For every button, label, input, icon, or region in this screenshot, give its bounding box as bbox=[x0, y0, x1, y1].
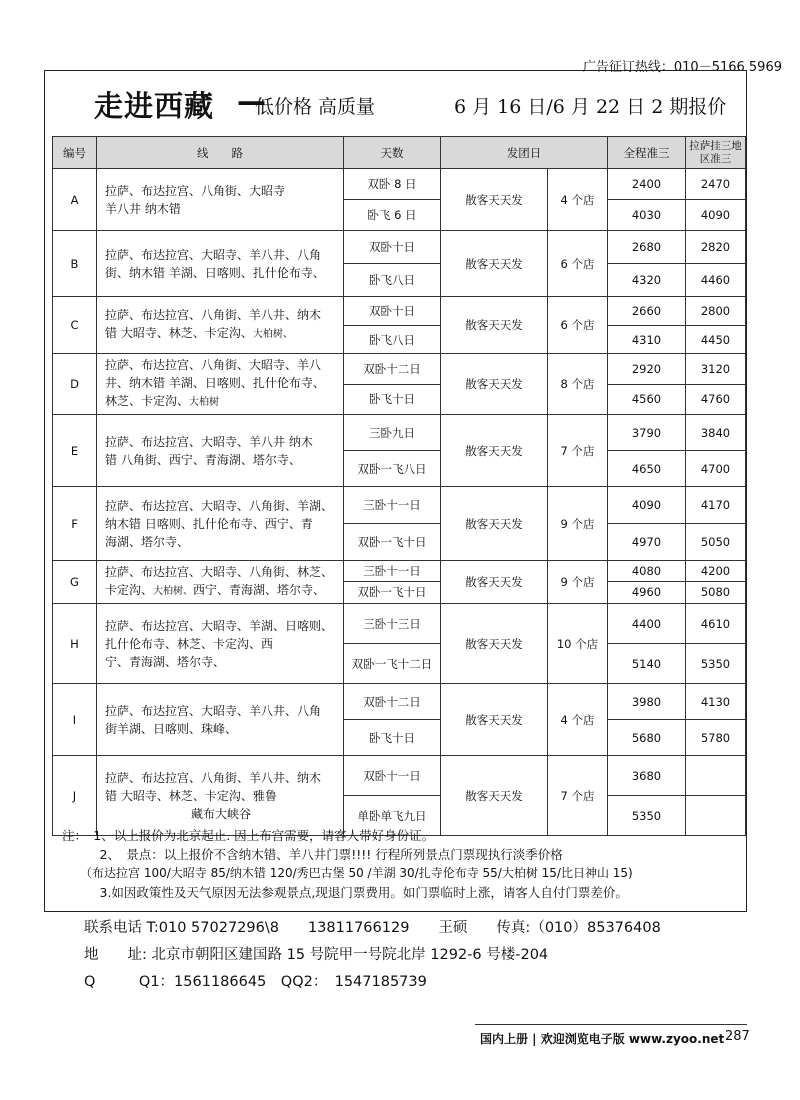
price-lhasa: 3840 bbox=[686, 415, 746, 451]
route-code: A bbox=[53, 169, 97, 231]
route-description bbox=[97, 561, 344, 604]
shop-count: 7 个店 bbox=[548, 756, 608, 836]
price-lhasa: 5080 bbox=[686, 581, 746, 603]
ad-hotline: 广告征订热线：010－5166 5969 bbox=[582, 60, 782, 75]
route-code: H bbox=[53, 604, 97, 684]
price-full: 3680 bbox=[608, 756, 686, 796]
departure-schedule: 散客天天发 bbox=[441, 415, 548, 487]
price-table bbox=[52, 136, 746, 836]
price-full: 4650 bbox=[608, 451, 686, 487]
route-description bbox=[97, 415, 344, 487]
departure-schedule: 散客天天发 bbox=[441, 684, 548, 756]
route-description bbox=[97, 354, 344, 415]
days-option: 双卧一飞十二日 bbox=[344, 644, 441, 684]
shop-count: 8 个店 bbox=[548, 354, 608, 415]
price-lhasa: 4460 bbox=[686, 264, 746, 297]
price-full: 2920 bbox=[608, 354, 686, 385]
route-code: B bbox=[53, 231, 97, 297]
shop-count: 6 个店 bbox=[548, 297, 608, 354]
note-line: 2、 景点：以上报价不含纳木错、羊八井门票!!!! 行程所列景点门票现执行淡季价格 bbox=[62, 847, 563, 862]
route-text: 卡定沟、 bbox=[105, 583, 154, 597]
table-row bbox=[53, 354, 746, 385]
route-code: G bbox=[53, 561, 97, 604]
route-text: 拉萨、布达拉宫、大昭寺、羊八井、八角 bbox=[105, 703, 322, 718]
price-full: 3980 bbox=[608, 684, 686, 720]
contact-info bbox=[84, 915, 661, 996]
header-price-lhasa: 拉萨挂三地区准三 bbox=[686, 137, 746, 169]
price-full: 5140 bbox=[608, 644, 686, 684]
price-full: 4560 bbox=[608, 384, 686, 415]
table-row bbox=[53, 561, 746, 582]
departure-schedule: 散客天天发 bbox=[441, 756, 548, 836]
contact-address: 地 址: 北京市朝阳区建国路 15 号院甲一号院北岸 1292-6 号楼-204 bbox=[84, 947, 549, 963]
price-lhasa: 2470 bbox=[686, 169, 746, 200]
departure-schedule: 散客天天发 bbox=[441, 354, 548, 415]
route-text: 海湖、塔尔寺、 bbox=[105, 534, 190, 549]
days-option: 双卧十二日 bbox=[344, 684, 441, 720]
price-lhasa: 4760 bbox=[686, 384, 746, 415]
price-full: 4310 bbox=[608, 326, 686, 354]
price-lhasa: 5050 bbox=[686, 524, 746, 561]
route-code: E bbox=[53, 415, 97, 487]
price-lhasa: 4090 bbox=[686, 200, 746, 231]
route-description bbox=[97, 487, 344, 561]
days-option: 双卧十二日 bbox=[344, 354, 441, 385]
days-option: 双卧一飞八日 bbox=[344, 451, 441, 487]
header-price-full: 全程准三 bbox=[608, 137, 686, 169]
shop-count: 9 个店 bbox=[548, 561, 608, 604]
route-text: 拉萨、布达拉宫、大昭寺、羊八井 纳木 bbox=[105, 434, 313, 449]
page-title bbox=[50, 84, 740, 124]
days-option: 三卧十一日 bbox=[344, 561, 441, 582]
price-lhasa: 5350 bbox=[686, 644, 746, 684]
contact-phone: 联系电话 T:010 57027296\8 13811766129 王硕 传真:（010）85376408 bbox=[84, 920, 661, 936]
route-text: 拉萨、布达拉宫、八角街、羊八井、纳木 bbox=[105, 308, 322, 322]
route-code: D bbox=[53, 354, 97, 415]
route-text: 藏布大峡谷 bbox=[190, 806, 251, 821]
route-text: 街羊湖、日喀则、珠峰、 bbox=[105, 721, 238, 736]
price-lhasa: 3120 bbox=[686, 354, 746, 385]
table-row bbox=[53, 231, 746, 264]
price-lhasa: 4170 bbox=[686, 487, 746, 524]
footer-text: 国内上册 | 欢迎浏览电子版 www.zyoo.net bbox=[480, 1032, 725, 1046]
price-full: 4030 bbox=[608, 200, 686, 231]
title-main: 走进西藏 bbox=[94, 89, 215, 123]
route-description bbox=[97, 169, 344, 231]
price-lhasa: 5780 bbox=[686, 720, 746, 756]
days-option: 三卧九日 bbox=[344, 415, 441, 451]
route-text: 西宁、青海湖、塔尔寺、 bbox=[193, 583, 326, 597]
days-option: 卧飞十日 bbox=[344, 720, 441, 756]
title-dash: — bbox=[237, 84, 266, 118]
table-row bbox=[53, 297, 746, 326]
title-date: 6 月 16 日/6 月 22 日 2 期报价 bbox=[454, 96, 727, 118]
table-header bbox=[53, 137, 746, 169]
route-text: 错 大昭寺、林芝、卡定沟、 bbox=[105, 788, 253, 803]
route-text: 拉萨、布达拉宫、大昭寺、羊八井、八角 bbox=[105, 247, 322, 262]
shop-count: 10 个店 bbox=[548, 604, 608, 684]
route-code: F bbox=[53, 487, 97, 561]
route-text: 错 大昭寺、林芝、卡定沟、 bbox=[105, 326, 253, 340]
departure-schedule: 散客天天发 bbox=[441, 297, 548, 354]
table-row bbox=[53, 756, 746, 796]
route-text: 宁、青海湖、塔尔寺、 bbox=[105, 654, 226, 669]
route-text: 纳木错 日喀则、扎什伦布寺、西宁、青 bbox=[105, 516, 313, 531]
days-option: 单卧单飞九日 bbox=[344, 796, 441, 836]
days-option: 双卧 8 日 bbox=[344, 169, 441, 200]
table-row bbox=[53, 169, 746, 200]
route-text: 拉萨、布达拉宫、八角街、羊八井、纳木 bbox=[105, 770, 322, 785]
price-full: 4400 bbox=[608, 604, 686, 644]
price-full: 4090 bbox=[608, 487, 686, 524]
route-description bbox=[97, 231, 344, 297]
header-route: 线 路 bbox=[97, 137, 344, 169]
price-lhasa: 4700 bbox=[686, 451, 746, 487]
price-full: 2680 bbox=[608, 231, 686, 264]
price-full: 4320 bbox=[608, 264, 686, 297]
route-description bbox=[97, 684, 344, 756]
route-text-small: 大柏树、 bbox=[153, 586, 194, 597]
price-lhasa: 2820 bbox=[686, 231, 746, 264]
route-text: 拉萨、布达拉宫、大昭寺、八角街、林芝、 bbox=[105, 565, 334, 579]
note-line: （布达拉宫 100/大昭寺 85/纳木错 120/秀巴古堡 50 /羊湖 30/扎寺伦布寺 55/大柏树 15/比日神山 15) bbox=[62, 866, 633, 880]
price-lhasa: 4200 bbox=[686, 561, 746, 582]
route-code: I bbox=[53, 684, 97, 756]
route-text-small: 大柏树、 bbox=[252, 329, 293, 340]
days-option: 卧飞八日 bbox=[344, 326, 441, 354]
route-text: 错 八角街、西宁、青海湖、塔尔寺、 bbox=[105, 452, 301, 467]
departure-schedule: 散客天天发 bbox=[441, 604, 548, 684]
notes bbox=[62, 826, 742, 902]
route-text: 羊八井 纳木错 bbox=[105, 201, 181, 216]
days-option: 双卧一飞十日 bbox=[344, 581, 441, 603]
page-number: 287 bbox=[725, 1029, 750, 1044]
note-line: 注： 1、以上报价为北京起止. 因上布宫需要，请客人带好身份证。 bbox=[62, 828, 435, 843]
shop-count: 9 个店 bbox=[548, 487, 608, 561]
shop-count: 4 个店 bbox=[548, 169, 608, 231]
footer-divider bbox=[475, 1024, 747, 1025]
price-full: 5680 bbox=[608, 720, 686, 756]
price-lhasa: 4610 bbox=[686, 604, 746, 644]
departure-schedule: 散客天天发 bbox=[441, 231, 548, 297]
route-code: J bbox=[53, 756, 97, 836]
days-option: 双卧十日 bbox=[344, 297, 441, 326]
table-row bbox=[53, 415, 746, 451]
departure-schedule: 散客天天发 bbox=[441, 169, 548, 231]
route-description bbox=[97, 756, 344, 836]
table-row bbox=[53, 604, 746, 644]
route-text: 雅鲁 bbox=[252, 788, 277, 803]
departure-schedule: 散客天天发 bbox=[441, 561, 548, 604]
route-description bbox=[97, 604, 344, 684]
route-text-small: 大柏树 bbox=[189, 397, 220, 408]
header-days: 天数 bbox=[344, 137, 441, 169]
shop-count: 4 个店 bbox=[548, 684, 608, 756]
table-row bbox=[53, 487, 746, 524]
contact-qq: Q Q1：1561186645 QQ2： 1547185739 bbox=[84, 974, 427, 990]
note-line: 3.如因政策性及天气原因无法参观景点,现退门票费用。如门票临时上涨，请客人自付门票差价。 bbox=[62, 885, 628, 900]
price-full: 4080 bbox=[608, 561, 686, 582]
route-text: 西 bbox=[261, 636, 274, 651]
days-option: 三卧十三日 bbox=[344, 604, 441, 644]
route-description bbox=[97, 297, 344, 354]
header-departure: 发团日 bbox=[441, 137, 608, 169]
days-option: 卧飞八日 bbox=[344, 264, 441, 297]
route-code: C bbox=[53, 297, 97, 354]
days-option: 双卧一飞十日 bbox=[344, 524, 441, 561]
route-text: 井、纳木错 羊湖、日喀则、扎什伦布寺、 bbox=[105, 376, 325, 390]
route-text: 街、纳木错 羊湖、日喀则、扎什伦布寺、 bbox=[105, 265, 325, 280]
shop-count: 6 个店 bbox=[548, 231, 608, 297]
route-text: 拉萨、布达拉宫、八角街、大昭寺、羊八 bbox=[105, 358, 322, 372]
title-subtitle: 低价格 高质量 bbox=[255, 96, 376, 118]
price-full: 2400 bbox=[608, 169, 686, 200]
table-row bbox=[53, 684, 746, 720]
shop-count: 7 个店 bbox=[548, 415, 608, 487]
header-code: 编号 bbox=[53, 137, 97, 169]
route-text: 拉萨、布达拉宫、八角街、大昭寺 bbox=[105, 183, 286, 198]
route-text: 拉萨、布达拉宫、大昭寺、羊湖、日喀则、 bbox=[105, 618, 334, 633]
days-option: 双卧十一日 bbox=[344, 756, 441, 796]
price-lhasa: 4130 bbox=[686, 684, 746, 720]
days-option: 卧飞十日 bbox=[344, 384, 441, 415]
price-full: 2660 bbox=[608, 297, 686, 326]
price-full: 3790 bbox=[608, 415, 686, 451]
route-text: 拉萨、布达拉宫、大昭寺、八角街、羊湖、 bbox=[105, 498, 334, 513]
route-text: 扎什伦布寺、林芝、卡定沟、 bbox=[105, 636, 262, 651]
route-text: 林芝、卡定沟、 bbox=[105, 394, 190, 408]
days-option: 卧飞 6 日 bbox=[344, 200, 441, 231]
days-option: 三卧十一日 bbox=[344, 487, 441, 524]
price-full: 4970 bbox=[608, 524, 686, 561]
price-full: 4960 bbox=[608, 581, 686, 603]
days-option: 双卧十日 bbox=[344, 231, 441, 264]
price-lhasa: 4450 bbox=[686, 326, 746, 354]
price-lhasa bbox=[686, 756, 746, 796]
price-lhasa: 2800 bbox=[686, 297, 746, 326]
price-full: 5350 bbox=[608, 796, 686, 836]
departure-schedule: 散客天天发 bbox=[441, 487, 548, 561]
